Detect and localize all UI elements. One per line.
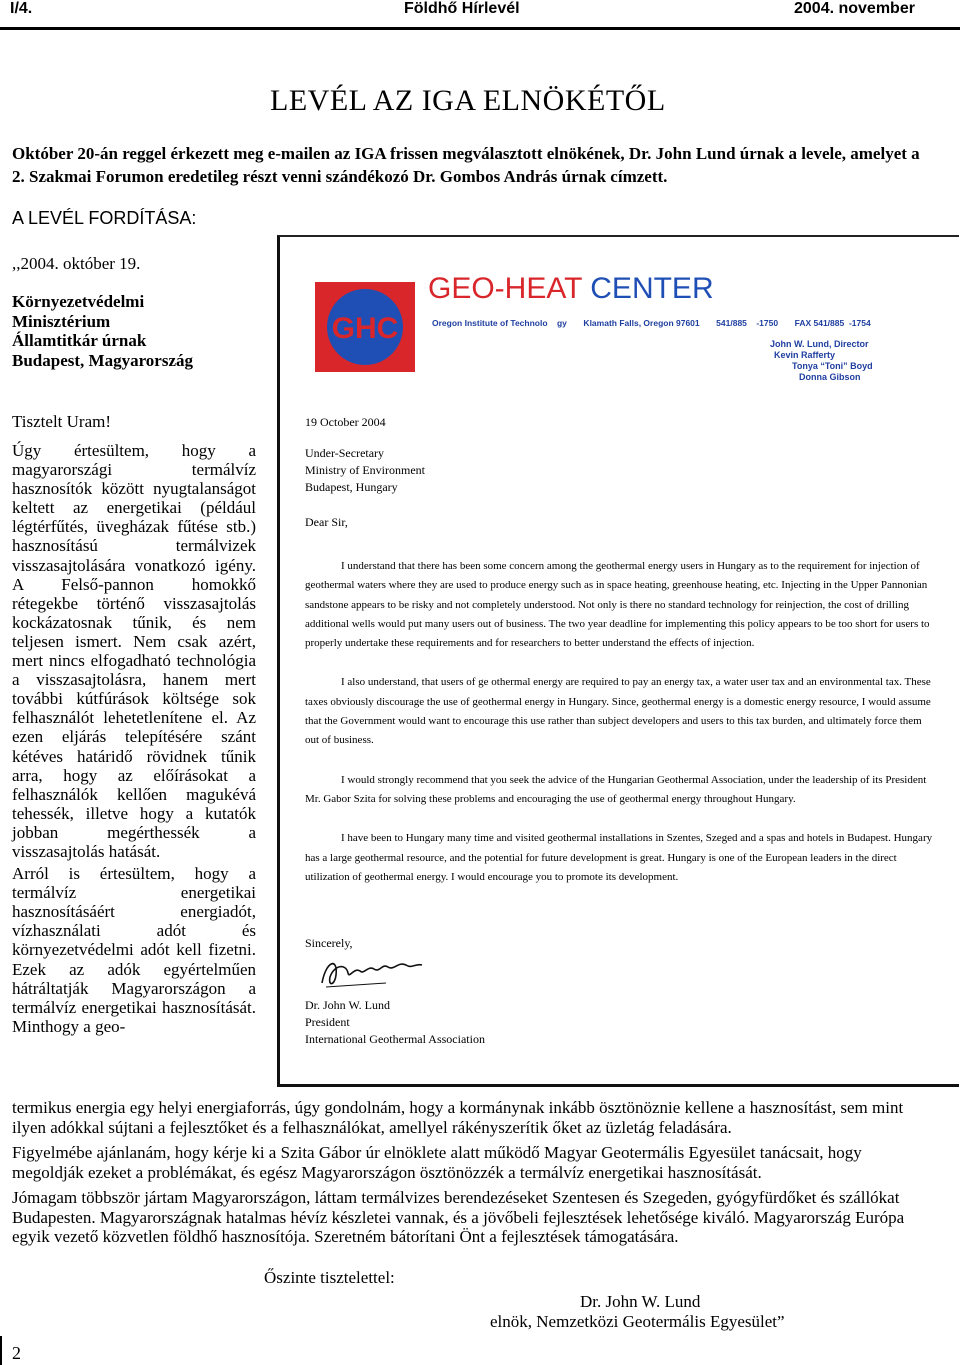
signer-name-hu: Dr. John W. Lund xyxy=(580,1292,701,1311)
staff-list xyxy=(770,339,930,383)
signer-title: President xyxy=(305,1015,350,1029)
page-number: 2 xyxy=(12,1343,21,1363)
letter-salutation: Dear Sir, xyxy=(305,515,348,529)
intro-paragraph: Október 20-án reggel érkezett meg e-mailen az IGA frissen megválasztott elnökének, Dr. John Lund úrnak a levele, amelyet a 2. Szakmai Forumon eredetileg részt venni szándékozó Dr. Gombos András úrnak címzett. xyxy=(12,144,920,186)
letter-paragraph: I would strongly recommend that you seek the advice of the Hungarian Geothermal Association, under the leadership of its President Mr. Gabor Szita for solving these problems and encouraging the use of geothermal energy throughout Hungary. xyxy=(305,773,927,805)
issue-number: I/4. xyxy=(10,0,33,17)
staff-member: Tonya “Toni” Boyd xyxy=(792,361,873,371)
paragraph: termikus energia egy helyi energiaforrás, úgy gondolnám, hogy a kormánynak inkább ösztönöznie kellene a hasznosítást, sem mint ilyen adókkal sújtani a fejlesztőket és a felhasználókat, amellyel rákényszerítik őket az üzletág feladására. xyxy=(12,1098,904,1137)
letter-paragraph: I also understand, that users of ge othermal energy are required to pay an energy tax, a water user tax and an environmental tax. These taxes obviously discourage the use of geothermal energy in Hungary. Since, geothermal energy is a domestic energy resource, I would assume that the Government would want to encourage this use rather than subject developers and users to this tax burden, and ultimately force them out of business. xyxy=(305,676,931,747)
header-rule xyxy=(0,27,960,30)
recipient-line: Minisztérium xyxy=(12,311,111,331)
letter-paragraph: I have been to Hungary many time and visited geothermal installations in Szentes, Szeged and a spas and hotels in Budapest. Hungary has a large geothermal resource, and the potential for future development is great. Hungary is one of the European leaders in the direct utilization of geothermal energy. I would encourage you to promote its development. xyxy=(305,832,933,883)
ghc-logo-icon xyxy=(315,282,415,372)
paragraph: Jómagam többször jártam Magyarországon, láttam termálvizes berendezéseket Szentesen és Szegeden, gyógyfürdőket és szállókat Budapesten. Magyarországnak hatalmas hévíz készletei vannak, és a jövőbeli fejlesztések lehetősége kiváló. Magyarország Európa egyik vezető közvetlen földhő hasznosítója. Szeretném bátorítani Önt a fejlesztések támogatására. xyxy=(12,1188,905,1246)
translation-column xyxy=(12,441,256,1036)
letter-signature-block xyxy=(305,997,935,1048)
letter-date-hu: ,,2004. október 19. xyxy=(12,254,141,273)
closing-hu: Őszinte tisztelettel: xyxy=(264,1268,395,1287)
recipient-line: Budapest, Hungary xyxy=(305,480,398,494)
publication-name: Földhő Hírlevél xyxy=(404,0,520,17)
letterhead-title xyxy=(428,272,714,306)
salutation-hu: Tisztelt Uram! xyxy=(12,412,112,431)
paragraph: Figyelmébe ajánlanám, hogy kérje ki a Szita Gábor úr elnöklete alatt működő Magyar Geotermális Egyesület tanácsait, hogy megoldják ezeket a problémákat, és egész Magyarországon ösztönözzék a termálvíz energetikai hasznosítását. xyxy=(12,1143,862,1182)
recipient-line: Budapest, Magyarország xyxy=(12,350,194,370)
translation-full-width xyxy=(12,1098,927,1247)
recipient-block-hu xyxy=(12,292,193,370)
letterhead-address: Oregon Institute of Technolo gy Klamath Falls, Oregon 97601 541/885 -1750 FAX 541/885 -1754 xyxy=(432,318,871,328)
translation-heading: A LEVÉL FORDÍTÁSA: xyxy=(12,208,197,228)
recipient-line: Államtitkár úrnak xyxy=(12,331,147,350)
recipient-line: Under-Secretary xyxy=(305,446,385,460)
letter-date: 19 October 2004 xyxy=(305,415,386,429)
letter-image-frame xyxy=(277,235,959,1087)
letter-paragraph: I understand that there has been some concern among the geothermal energy users in Hungary as to the requirement for injection of geothermal waters where they are used to produce energy such as in space heating, greenhouse heating, etc. Injecting in the Upper Pannonian sandstone appears to be risky and not completely understood. Not only is there no standard technology for reinjection, the cost of drilling additional wells would put many users out of business. The two year deadline for implementing this policy appears to be too short for users to properly undertake these requirements and for researchers to better understand the effects of injection. xyxy=(305,560,930,650)
page-edge-rule xyxy=(0,1336,2,1365)
logo-text: GHC xyxy=(331,312,399,345)
issue-date: 2004. november xyxy=(794,0,915,17)
letter-closing: Sincerely, xyxy=(305,936,353,950)
staff-member: John W. Lund, Director xyxy=(770,339,869,349)
page-title: LEVÉL AZ IGA ELNÖKÉTŐL xyxy=(270,84,666,117)
paragraph: Arról is értesültem, hogy a termálvíz energetikai hasznosításáért energiadót, vízhasználati adót és környezetvédelmi adót kell fizetni. Ezek az adók egyértelműen hátráltatják Magyarországon a termálvíz energetikai hasznosítását. Minthogy a geo- xyxy=(12,864,256,1036)
signer-name: Dr. John W. Lund xyxy=(305,998,391,1012)
recipient-line: Környezetvédelmi xyxy=(12,292,145,311)
letterhead-red: GEO-HEAT xyxy=(428,272,582,305)
staff-member: Kevin Rafferty xyxy=(774,350,836,360)
paragraph: Úgy értesültem, hogy a magyarországi termálvíz hasznosítók között nyugtalanságot keltett az energetikai (például légtérfűtés, üvegházak fűtése stb.) hasznosítású termálvizek visszasajtolására vonatkozó igény. A Felső-pannon homokkő rétegekbe történő visszasajtolás kockázatosnak tűnik, és nem teljesen ismert. Nem csak azért, mert nincs elfogadható technológia a visszasajtolásra, hanem mert további kútfúrások költsége sok felhasználót lehetetlenítene el. Az ezen eljárás telepítésére szánt kétéves határidő rövidnek tűnik arra, hogy az előírásokat a felhasználók kellően magukévá tehessék, illetve hogy a kutatók jobban megérthessék a visszasajtolás hatását. xyxy=(12,441,256,861)
staff-member: Donna Gibson xyxy=(799,372,861,382)
signer-title-hu: elnök, Nemzetközi Geotermális Egyesület” xyxy=(490,1312,785,1331)
letter-body xyxy=(305,557,935,887)
signer-org: International Geothermal Association xyxy=(305,1032,485,1046)
signature-icon xyxy=(316,953,426,993)
letter-recipient xyxy=(305,445,935,496)
letterhead-blue: CENTER xyxy=(590,272,714,305)
recipient-line: Ministry of Environment xyxy=(305,463,425,477)
